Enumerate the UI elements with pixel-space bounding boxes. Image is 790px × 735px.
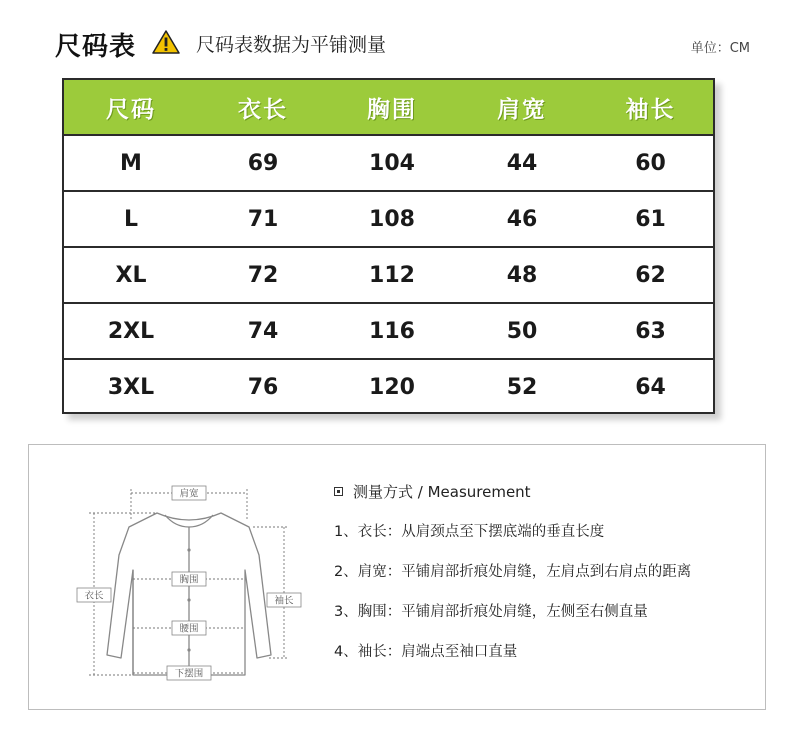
table-cell: 62	[635, 262, 666, 288]
table-cell: 48	[506, 262, 538, 288]
table-cell: 63	[635, 318, 666, 344]
table-cell: 76	[247, 374, 279, 400]
size-table	[62, 78, 715, 414]
table-row	[64, 136, 713, 192]
table-row	[64, 304, 713, 360]
table-cell: 112	[369, 262, 415, 288]
measurement-item-shoulder: 2、肩宽：平铺肩部折痕处肩缝，左肩点到右肩点的距离	[334, 564, 692, 580]
table-row	[64, 248, 713, 304]
table-cell: 60	[635, 150, 666, 176]
measurement-panel	[28, 444, 766, 710]
table-cell: 72	[247, 262, 279, 288]
table-cell: 116	[369, 318, 415, 344]
diagram-label-hem: 下摆围	[174, 668, 204, 680]
table-cell: 2XL	[107, 318, 155, 344]
table-cell: 52	[506, 374, 538, 400]
shirt-diagram	[69, 475, 309, 685]
table-cell: 120	[369, 374, 415, 400]
table-row	[64, 192, 713, 248]
table-cell: XL	[115, 262, 147, 288]
measurement-heading: 测量方式 / Measurement	[353, 483, 531, 501]
measurement-heading-row	[334, 481, 691, 502]
table-row	[64, 360, 713, 414]
square-bullet-icon	[334, 487, 343, 496]
diagram-label-length: 衣长	[84, 590, 104, 602]
warning-triangle-icon	[152, 30, 180, 54]
table-cell: 3XL	[107, 374, 155, 400]
measurement-item-sleeve: 4、袖长：肩端点至袖口直量	[334, 644, 518, 660]
table-header	[64, 80, 713, 136]
table-cell: 74	[247, 318, 279, 344]
table-cell: 46	[506, 206, 538, 232]
col-header-chest: 胸围	[367, 96, 417, 123]
col-header-sleeve: 袖长	[625, 96, 676, 123]
table-cell: M	[120, 150, 142, 176]
table-cell: 61	[635, 206, 666, 232]
measurement-item-length: 1、衣长：从肩颈点至下摆底端的垂直长度	[334, 524, 605, 540]
diagram-label-chest: 胸围	[179, 574, 199, 586]
diagram-label-shoulder: 肩宽	[179, 488, 199, 500]
table-cell: 108	[369, 206, 415, 232]
measurement-item-chest: 3、胸围：平铺肩部折痕处肩缝，左侧至右侧直量	[334, 604, 648, 620]
measurement-list	[334, 481, 691, 680]
table-cell: 64	[635, 374, 666, 400]
table-cell: 69	[247, 150, 279, 176]
table-cell: L	[123, 206, 139, 232]
col-header-size: 尺码	[106, 96, 156, 123]
measurement-note: 尺码表数据为平铺测量	[196, 34, 387, 56]
table-cell: 71	[247, 206, 279, 232]
diagram-label-sleeve: 袖长	[274, 595, 294, 607]
col-header-shoulder: 肩宽	[497, 96, 547, 123]
col-header-length: 衣长	[238, 96, 288, 123]
diagram-label-waist: 腰围	[179, 623, 199, 635]
page-title: 尺码表	[55, 32, 137, 62]
unit-label: 单位：CM	[690, 41, 750, 56]
table-cell: 50	[506, 318, 538, 344]
table-cell: 104	[369, 150, 415, 176]
table-cell: 44	[506, 150, 538, 176]
